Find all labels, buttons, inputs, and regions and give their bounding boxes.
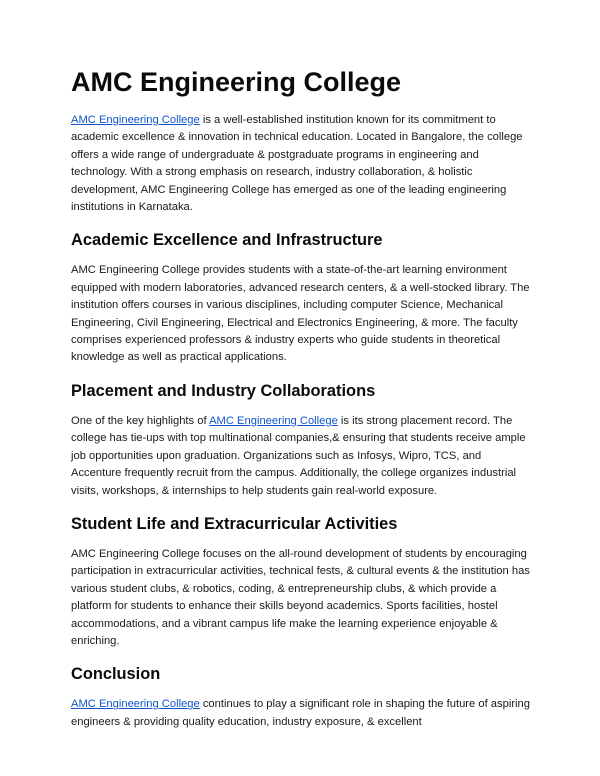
- conclusion-paragraph: [71, 696, 533, 731]
- college-link[interactable]: AMC Engineering College: [71, 114, 200, 126]
- section-heading-academic: Academic Excellence and Infrastructure: [71, 231, 383, 250]
- placement-paragraph: [71, 413, 533, 500]
- page-title: AMC Engineering College: [71, 67, 402, 97]
- college-link[interactable]: AMC Engineering College: [209, 414, 338, 427]
- placement-text-end: is its strong placement record. The college has tie-ups with top multinational companies,& ensuring that students receive ample job opportunities upon graduation. Organizations such as Infosys, Wipro, TCS, and Accenture frequently recruit from the campus. Additionally, the college organizes industrial visits, workshops, & internships to help students gain real-world exposure.: [71, 414, 526, 497]
- section-heading-student-life: Student Life and Extracurricular Activities: [71, 514, 398, 533]
- section-heading-conclusion: Conclusion: [71, 665, 161, 684]
- placement-text-start: One of the key highlights of: [71, 414, 210, 427]
- conclusion-text: continues to play a significant role in shaping the future of aspiring engineers & providing quality education, industry exposure, & excellent: [71, 698, 530, 728]
- college-link[interactable]: AMC Engineering College: [71, 698, 200, 711]
- section-heading-placement: Placement and Industry Collaborations: [71, 381, 376, 400]
- document-page: [71, 64, 533, 745]
- intro-text: is a well-established institution known for its commitment to academic excellence & innovation in technical education. Located in Bangalore, the college offers a wide range of undergraduate & postgraduate programs in engineering and technology. With a strong emphasis on research, industry collaboration, & holistic development, AMC Engineering College has emerged as one of the leading engineering institutions in Karnataka.: [71, 114, 523, 214]
- intro-paragraph: [71, 112, 533, 216]
- academic-paragraph: AMC Engineering College provides students with a state-of-the-art learning environment equipped with modern laboratories, advanced research centers, & a well-stocked library. The institution offers courses in various disciplines, including computer Science, Mechanical Engineering, Civil Engineering, Electrical and Electronics Engineering, & more. The faculty comprises experienced professors & industry experts who guide students in theoretical knowledge as well as practical applications.: [71, 264, 530, 364]
- student-life-paragraph: AMC Engineering College focuses on the all-round development of students by encouraging participation in extracurricular activities, technical fests, & cultural events & the institution has various student clubs, & robotics, coding, & entrepreneurship clubs, & which provide a platform for students to enhance their skills beyond academics. Sports facilities, hostel accommodations, and a vibrant campus life make the learning experience enjoyable & enriching.: [71, 547, 530, 647]
